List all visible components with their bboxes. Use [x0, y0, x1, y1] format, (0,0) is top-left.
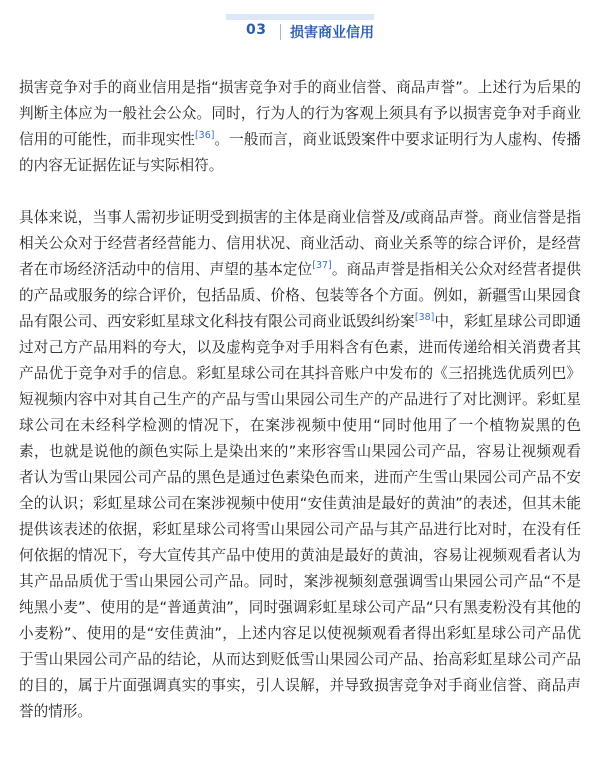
section-header-divider	[280, 24, 281, 40]
paragraph-2-text-3: 中，彩虹星球公司即通过对己方产品用料的夸大，以及虚构竞争对手用料含有色素，进而传递给相关消费者其产品优于竞争对手的信息。彩虹星球公司在其抖音账户中发布的《三招挑选优质列巴》短视频内容中对其自己生产的产品与雪山果园公司生产的产品进行了对比测评。彩虹星球公司在未经科学检测的情况下，在案涉视频中使用“同时他用了一个植物炭黑的色素，也就是说他的颜色实际上是染出来的”来形容雪山果园公司产品，容易让视频观看者认为雪山果园公司产品的黑色是通过色素染色而来，进而产生雪山果园公司产品不安全的认识；彩虹星球公司在案涉视频中使用“安佳黄油是最好的黄油”的表述，但其未能提供该表述的依据，彩虹星球公司将雪山果园公司产品与其产品进行比对时，在没有任何依据的情况下，夸大宣传其产品中使用的黄油是最好的黄油，容易让视频观看者认为其产品品质优于雪山果园公司产品。同时，案涉视频刻意强调雪山果园公司产品“不是纯黑小麦”、使用的是“普通黄油”，同时强调彩虹星球公司产品“只有黑麦粉没有其他的小麦粉”、使用的是“安佳黄油”，上述内容足以使视频观看者得出彩虹星球公司产品优于雪山果园公司产品的结论，从而达到贬低雪山果园公司产品、抬高彩虹星球公司产品的目的，属于片面强调真实的事实，引人误解，并导致损害竞争对手商业信誉、商品声誉的情形。	[19, 313, 581, 720]
paragraph-1-text-2: 。一般而言，商业诋毁案件中要求证明行为人虚构、传播的内容无证据佐证与实际相符。	[19, 131, 581, 174]
citation-37[interactable]: [37]	[312, 260, 332, 272]
paragraph-2-text-1: 具体来说，当事人需初步证明受到损害的主体是商业信誉及/或商品声誉。商业信誉是指相关公众对于经营者经营能力、信用状况、商业活动、商业关系等的综合评价，是经营者在市场经济活动中的信用、声望的基本定位	[19, 209, 581, 278]
section-header	[226, 14, 374, 46]
citation-36[interactable]: [36]	[194, 130, 215, 142]
section-header-bar	[226, 14, 374, 20]
citation-38[interactable]: [38]	[414, 312, 435, 324]
section-title: 损害商业信用	[290, 25, 374, 41]
article-body	[19, 75, 581, 725]
paragraph-1	[19, 75, 581, 179]
paragraph-2	[19, 205, 581, 725]
paragraph-2-text-2: 。商品声誉是指相关公众对经营者提供的产品或服务的综合评价，包括品质、价格、包装等各个方面。例如，新疆雪山果园食品有限公司、西安彩虹星球文化科技有限公司商业诋毁纠纷案	[19, 261, 581, 330]
paragraph-1-text-1: 损害竞争对手的商业信用是指“损害竞争对手的商业信誉、商品声誉”。上述行为后果的判断主体应为一般社会公众。同时，行为人的行为客观上须具有予以损害竞争对手商业信用的可能性，而非现实性	[19, 79, 581, 148]
section-number: 03	[246, 22, 267, 38]
